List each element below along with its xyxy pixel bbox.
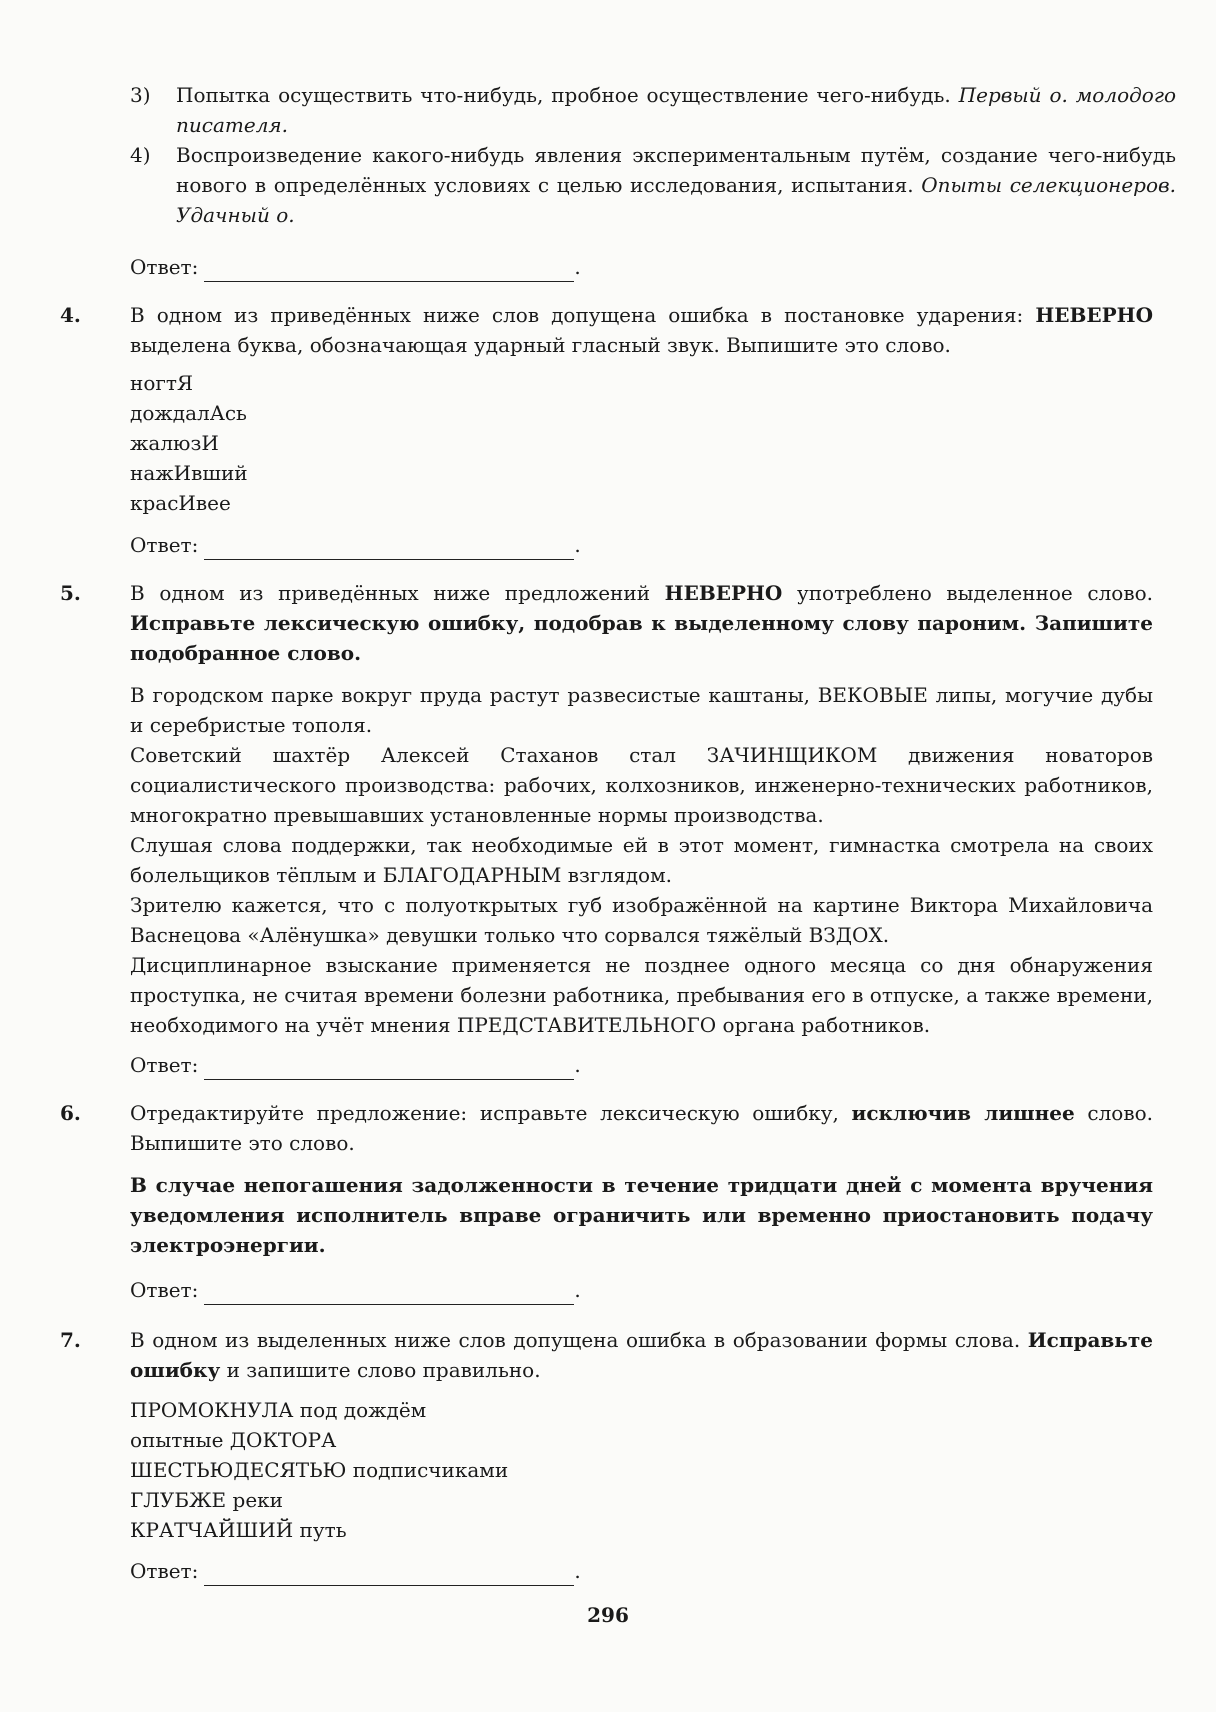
- answer-dot: .: [574, 1559, 581, 1583]
- list-item: Слушая слова поддержки, так необходимые ей в этот момент, гимнастка смотрела на своих болельщиков тёплым и БЛАГОДАРНЫМ взглядом.: [130, 833, 1153, 887]
- item-number: 4): [130, 143, 151, 167]
- question-6-text: Отредактируйте предложение: исправьте лексическую ошибку, исключив лишнее слово. Выпишите это слово.: [130, 1101, 1153, 1155]
- question-5-sentences: [130, 680, 1153, 1040]
- answer-line[interactable]: [204, 537, 574, 560]
- list-item: ГЛУБЖЕ реки: [130, 1488, 283, 1512]
- question-7-text: В одном из выделенных ниже слов допущена ошибка в образовании формы слова. Исправьте ошибку и запишите слово правильно.: [130, 1328, 1153, 1382]
- answer-row-5: [130, 1050, 581, 1080]
- list-item: Советский шахтёр Алексей Стаханов стал ЗАЧИНЩИКОМ движения новаторов социалистического производства: рабочих, колхозников, инженерно-технических работников, многократно превышавших установленные нормы производства.: [130, 743, 1153, 827]
- item-number: 3): [130, 83, 151, 107]
- answer-dot: .: [574, 255, 581, 279]
- answer-dot: .: [574, 1053, 581, 1077]
- list-item: ШЕСТЬЮДЕСЯТЬЮ подписчиками: [130, 1458, 509, 1482]
- question-number-5: 5.: [60, 581, 81, 605]
- answer-row-4: [130, 530, 581, 560]
- answer-label: Ответ:: [130, 1278, 199, 1302]
- answer-label: Ответ:: [130, 1053, 199, 1077]
- answer-row-6: [130, 1275, 581, 1305]
- question-number-4: 4.: [60, 303, 81, 327]
- answer-row-7: [130, 1556, 581, 1586]
- list-item: опытные ДОКТОРА: [130, 1428, 337, 1452]
- question-number-6: 6.: [60, 1101, 81, 1125]
- item-text: Попытка осуществить что-нибудь, пробное осуществление чего-нибудь. Первый о. молодого писателя.: [176, 83, 1176, 137]
- page-number: 296: [587, 1603, 629, 1627]
- answer-label: Ответ:: [130, 1559, 199, 1583]
- list-item: Зрителю кажется, что с полуоткрытых губ изображённой на картине Виктора Михайловича Васнецова «Алёнушка» девушки только что сорвался тяжёлый ВЗДОХ.: [130, 893, 1153, 947]
- answer-dot: .: [574, 533, 581, 557]
- list-item: Дисциплинарное взыскание применяется не позднее одного месяца со дня обнаружения проступка, не считая времени болезни работника, пребывания его в отпуске, а также времени, необходимого на учёт мнения ПРЕДСТАВИТЕЛЬНОГО органа работников.: [130, 953, 1153, 1037]
- answer-line[interactable]: [204, 259, 574, 282]
- item-example: Первый о. молодого писателя.: [176, 83, 1176, 137]
- question-6-sentence: В случае непогашения задолженности в течение тридцати дней с момента вручения уведомления исполнитель вправе ограничить или временно приостановить подачу электроэнергии.: [130, 1173, 1153, 1257]
- answer-row-3: [130, 252, 581, 282]
- answer-line[interactable]: [204, 1282, 574, 1305]
- question-5-text: В одном из приведённых ниже предложений НЕВЕРНО употреблено выделенное слово. Исправьте лексическую ошибку, подобрав к выделенному слову пароним. Запишите подобранное слово.: [130, 581, 1153, 665]
- answer-label: Ответ:: [130, 255, 199, 279]
- list-item: жалюзИ: [130, 431, 219, 455]
- list-item: В городском парке вокруг пруда растут развесистые каштаны, ВЕКОВЫЕ липы, могучие дубы и серебристые тополя.: [130, 683, 1153, 737]
- list-item: КРАТЧАЙШИЙ путь: [130, 1518, 347, 1542]
- list-item: дождалАсь: [130, 401, 247, 425]
- question-7-word-list: [130, 1395, 508, 1545]
- question-4-text: В одном из приведённых ниже слов допущена ошибка в постановке ударения: НЕВЕРНО выделена буква, обозначающая ударный гласный звук. Выпишите это слово.: [130, 303, 1153, 357]
- answer-dot: .: [574, 1278, 581, 1302]
- list-item: ПРОМОКНУЛА под дождём: [130, 1398, 427, 1422]
- question-4-word-list: [130, 368, 248, 518]
- list-item: красИвее: [130, 491, 231, 515]
- list-item: нажИвший: [130, 461, 248, 485]
- answer-line[interactable]: [204, 1563, 574, 1586]
- answer-label: Ответ:: [130, 533, 199, 557]
- answer-line[interactable]: [204, 1057, 574, 1080]
- item-example: Опыты селекционеров. Удачный о.: [176, 173, 1176, 227]
- item-text: Воспроизведение какого-нибудь явления экспериментальным путём, создание чего-нибудь нового в определённых условиях с целью исследования, испытания. Опыты селекционеров. Удачный о.: [176, 143, 1176, 227]
- question-number-7: 7.: [60, 1328, 81, 1352]
- list-item: ногтЯ: [130, 371, 194, 395]
